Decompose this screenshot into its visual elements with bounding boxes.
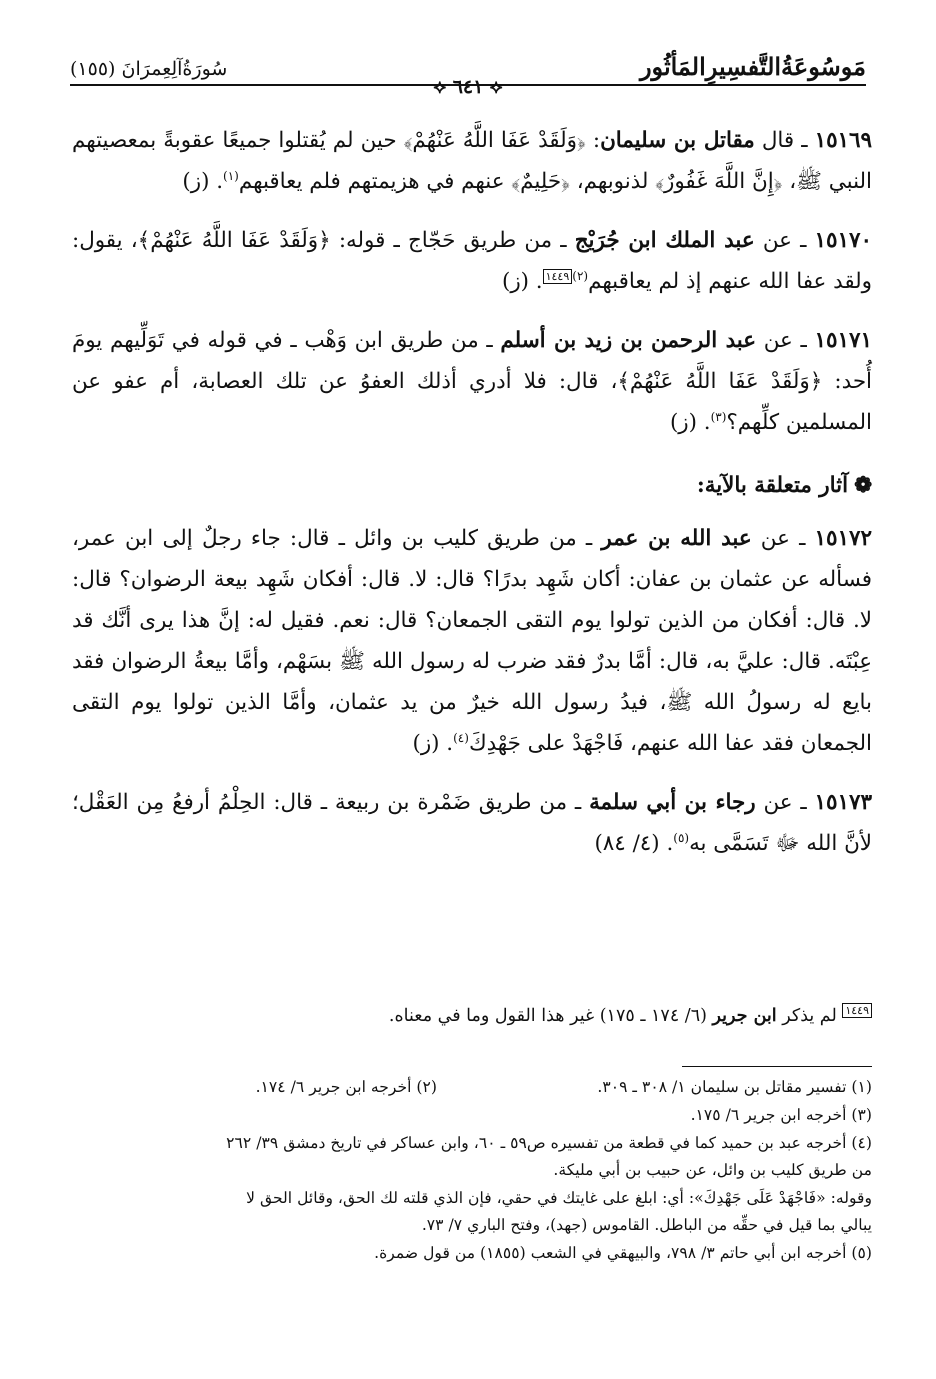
text: عنهم في هزيمتهم فلم يعاقبهم xyxy=(238,169,512,194)
section-heading-text: آثار متعلقة بالآية: xyxy=(696,473,849,498)
narrator-name: عبد الله بن عمر xyxy=(601,526,752,551)
text: حين لم يُقتلوا جميعًا عقوبةً بمعصيتهم النبي ﷺ، xyxy=(72,128,872,194)
text: . (ز) xyxy=(412,731,454,756)
footnote-4-line-1: (٤) أخرجه عبد بن حميد كما في قطعة من تفسيره ص٥٩ ـ ٦٠، وابن عساكر في تاريخ دمشق ٣٩/ ٢٦٢ xyxy=(226,1133,872,1152)
footnote-5: (٥) أخرجه ابن أبي حاتم ٣/ ٧٩٨، والبيهقي في الشعب (١٨٥٥) من قول ضمرة. xyxy=(374,1243,872,1262)
entry-number: ١٥١٦٩ xyxy=(814,128,873,153)
page-number-value: ٦٤١ xyxy=(452,76,484,98)
quran-quote: ﴿وَلَقَدْ عَفَا اللَّهُ عَنْهُمْ﴾ xyxy=(403,128,586,153)
footnote-3: (٣) أخرجه ابن جرير ٦/ ١٧٥. xyxy=(690,1106,872,1124)
text: ـ عن xyxy=(751,526,815,551)
text: ـ من طريق كليب بن وائل ـ قال: جاء رجلٌ إلى ابن عمر، فسأله عن عثمان بن عفان: أكان شَهِد بدرًا؟ قال: لا. قال: أفكان شَهِد بيعة الرضوان؟ قال: لا. قال: أفكان من الذين تولوا يوم التقى الجمعان؟ قال: نعم. فقيل له: إنَّ هذا يرى أنَّك قد عِبْتَه. قال: عليَّ به، قال: أمَّا بدرٌ فقد ضرب له رسول الله ﷺ بسَهْم، وأمَّا بيعةُ الرضوان فقد بايع له رسولُ الله ﷺ، فيدُ رسول الله خيرٌ من يد عثمان، وأمَّا الذين تولوا يوم التقى الجمعان فقد عفا الله عنهم، فَاجْهَدْ على جَهْدِكَ xyxy=(72,526,872,756)
text: ـ من طريق ضَمْرة بن ربيعة ـ قال: الحِلْمُ أرفعُ مِن العَقْل؛ لأنَّ الله ﷻ تَسَمَّى به xyxy=(72,790,872,856)
entry-number: ١٥١٧١ xyxy=(814,328,872,353)
cited-author: ابن جرير xyxy=(712,1006,777,1026)
footnote-4-line-3: وقوله: «فَاجْهَدْ عَلَى جَهْدِكَ»: أي: ابلغ على غايتك في حقي، فإن الذي قلته لك الحق، وقائل الحق لا xyxy=(246,1188,872,1207)
narrator-name: رجاء بن أبي سلمة xyxy=(589,790,756,815)
commentary-ref-box: ١٤٤٩ xyxy=(543,269,573,284)
book-title: مَوسُوعَةُالتَّفسِيرِالمَأثُور xyxy=(639,52,866,81)
text: . (٤/ ٨٤) xyxy=(594,831,674,856)
text: ، قال: فلا أدري أذلك العفوُ عن تلك العصابة، أم عفو عن المسلمين كلِّهم؟ xyxy=(72,369,872,435)
text: ـ عن xyxy=(756,328,815,353)
page-header xyxy=(70,52,866,98)
header-rule xyxy=(70,84,866,86)
entry-number: ١٥١٧٢ xyxy=(814,526,872,551)
text: . (ز) xyxy=(669,410,711,435)
narrator-name: مقاتل بن سليمان xyxy=(600,128,755,153)
entry-15170 xyxy=(72,220,872,302)
commentary-ref-box: ١٤٤٩ xyxy=(842,1003,872,1018)
page-number: ⟡ ٦٤١ ⟡ xyxy=(433,76,503,98)
quran-quote: ﴿إِنَّ اللَّهَ غَفُورٌ﴾ xyxy=(655,169,783,194)
entry-number: ١٥١٧٣ xyxy=(814,790,872,815)
text: ـ من طريق حَجّاج ـ قوله: xyxy=(330,228,575,253)
flower-ornament-icon: ❁ xyxy=(854,473,872,498)
commentary-note xyxy=(220,1002,872,1030)
footnote-marker: (٣) xyxy=(710,409,727,424)
surah-title: سُورَةُآلِعِمرَانَ (١٥٥) xyxy=(70,58,228,80)
entry-number: ١٥١٧٠ xyxy=(814,228,872,253)
narrator-name: عبد الملك ابن جُرَيْج xyxy=(574,228,755,253)
footnote-1: (١) تفسير مقاتل بن سليمان ١/ ٣٠٨ ـ ٣٠٩. xyxy=(597,1078,872,1096)
narrator-name: عبد الرحمن بن زيد بن أسلم xyxy=(500,328,757,353)
footnote-4-line-4: يبالي بما قيل في حقِّه من الباطل. القاموس (جهد)، وفتح الباري ٧/ ٧٣. xyxy=(421,1216,872,1234)
text: . (ز) xyxy=(182,169,224,194)
text: لذنوبهم، xyxy=(569,169,656,194)
footnote-row xyxy=(72,1074,872,1102)
text: . (ز) xyxy=(501,269,543,294)
footnote-marker: (٤) xyxy=(453,730,469,745)
text: لم يذكر xyxy=(776,1006,843,1026)
text: ـ عن xyxy=(755,790,815,815)
quran-quote: ﴿حَلِيمٌ﴾ xyxy=(511,169,570,194)
footnote-marker: (٢) xyxy=(572,268,589,283)
quran-quote: ﴿وَلَقَدْ عَفَا اللَّهُ عَنْهُمْ﴾ xyxy=(137,228,331,253)
entry-15169 xyxy=(72,120,872,202)
entry-15171 xyxy=(72,320,872,443)
text: ـ قال xyxy=(754,128,815,153)
text: ، يقول: ولقد عفا الله عنهم إذ لم يعاقبهم xyxy=(72,228,872,294)
text: : xyxy=(585,128,601,153)
quran-quote: ﴿وَلَقَدْ عَفَا اللَّهُ عَنْهُمْ﴾ xyxy=(617,369,823,394)
entry-15173 xyxy=(72,782,872,864)
text: ـ عن xyxy=(754,228,815,253)
footnote-marker: (٥) xyxy=(673,830,690,845)
footnote-2: (٢) أخرجه ابن جرير ٦/ ١٧٤. xyxy=(255,1078,437,1096)
entry-15172 xyxy=(72,518,872,764)
footnotes xyxy=(72,1074,872,1267)
footnote-rule xyxy=(682,1066,872,1067)
text: (٦/ ١٧٤ ـ ١٧٥) غير هذا القول وما في معناه. xyxy=(388,1006,713,1026)
footnote-4-line-2: من طريق كليب بن وائل، عن حبيب بن أبي مليكة. xyxy=(553,1161,872,1179)
main-text xyxy=(72,120,872,882)
section-heading xyxy=(72,465,872,506)
footnote-marker: (١) xyxy=(223,168,239,183)
text: ـ من طريق ابن وَهْب ـ في قوله في تَوَلِّيهم يومَ أُحد: xyxy=(72,328,872,394)
